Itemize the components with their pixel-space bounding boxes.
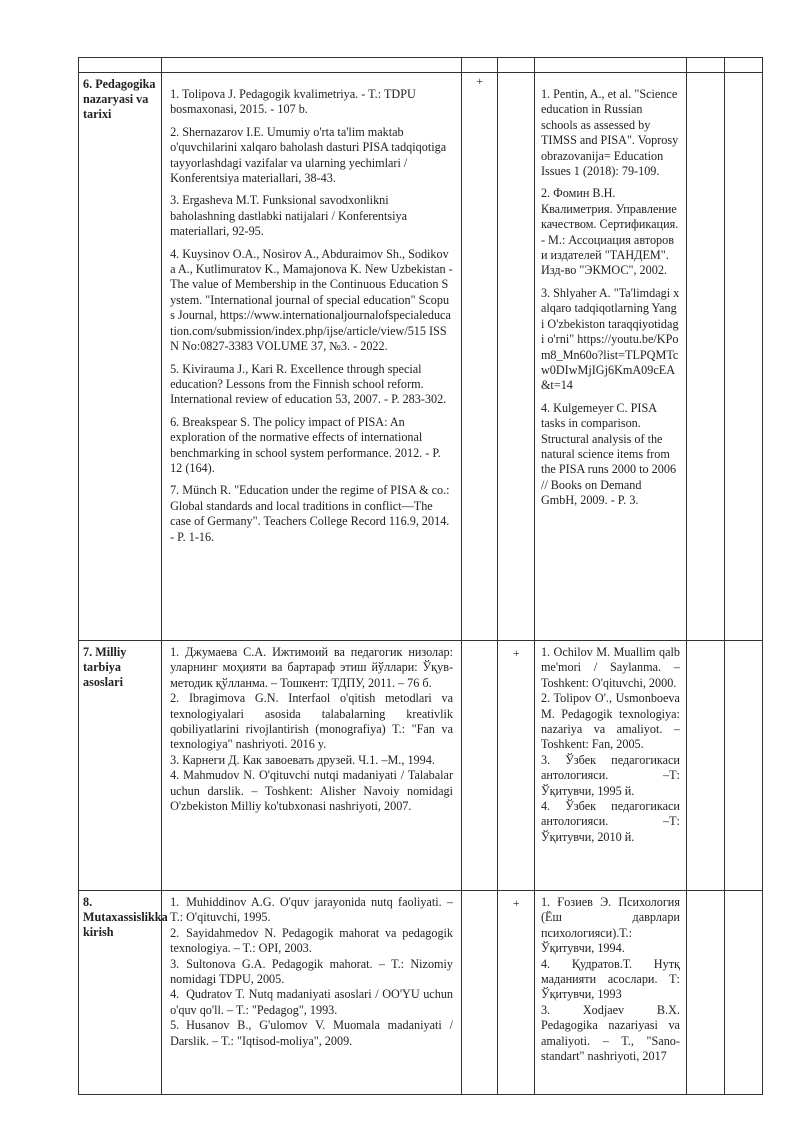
reference-item: 2. Shernazarov I.E. Umumiy o'rta ta'lim maktab o'quvchilarini xalqaro baholash dasturi PISA tadqiqotiga tayyorlashdagi vazifalar va ularning yechimlari / Konferentsiya materiallari, 38-43.: [170, 124, 447, 186]
subject-cell: 8. Mutaxassislikka kirish: [79, 891, 162, 1095]
plus-mark: [462, 641, 498, 891]
reference-item: [170, 957, 453, 988]
reference-item: [170, 987, 453, 1018]
literature-table-page: [78, 57, 763, 1095]
reference-text: Qudratov T. Nutq madaniyati asoslari / OO'YU uchun o'quv qo'll. – T.: "Pedagog", 1993.: [170, 987, 454, 1017]
header-cell: [162, 58, 462, 73]
additional-literature-cell: [534, 73, 686, 641]
reference-item: 4. Mahmudov N. O'qituvchi nutqi madaniyati / Talabalar uchun darslik. – Toshkent: Alisher Navoiy nomidagi O'zbekiston Milliy ko'tubxonasi nashriyoti, 2007.: [170, 768, 454, 814]
subject-cell: 7. Milliy tarbiya asoslari: [79, 641, 162, 891]
reference-item: 4. Kulgemeyer C. PISA tasks in comparison. Structural analysis of the natural science items from the PISA runs 2000 to 2006 // Books on Demand GmbH, 2009. - P. 3.: [540, 400, 677, 508]
plus-mark: [462, 891, 498, 1095]
table-row: [79, 73, 763, 641]
reference-item: 6. Breakspear S. The policy impact of PISA: An exploration of the normative effects of international benchmarking in school system performance. 2012. - P. 12 (164).: [170, 414, 441, 475]
reference-item: 1. Ғозиев Э. Психология (Ёш даврлари психологияси).Т.: Ўқитувчи, 1994.: [540, 895, 680, 956]
empty-cell: [686, 73, 725, 641]
empty-cell: [725, 641, 763, 891]
additional-literature-cell: [534, 891, 686, 1095]
reference-text: Husanov B., G'ulomov V. Muomala madaniyati / Darslik. – T.: "Iqtisod-moliya", 2009.: [170, 1018, 454, 1048]
reference-item: 3. Ergasheva M.T. Funksional savodxonlikni baholashning dastlabki natijalari / Konferentsiya materiallari, 92-95.: [170, 193, 407, 239]
reference-item: 2. Tolipov O'., Usmonboeva M. Pedagogik texnologiya: nazariya va amaliyot. – Toshkent: Fan, 2005.: [540, 691, 680, 752]
list-number: 5.: [170, 1018, 180, 1033]
header-cell: [686, 58, 725, 73]
table-header-row: [79, 58, 763, 73]
empty-cell: [725, 73, 763, 641]
reference-item: 4. Қудратов.Т. Нутқ маданияти асослари. Т: Ўқитувчи, 1993: [540, 956, 680, 1002]
reference-text: Sultonova G.A. Pedagogik mahorat. – T.: Nizomiy nomidagi TDPU, 2005.: [170, 956, 454, 987]
reference-item: 1. Джумаева С.А. Ижтимоий ва педагогик низолар: уларнинг моҳияти ва бартараф этиш йўллари: Ўқув-методик қўлланма. – Тошкент: ТДПУ, 2011. – 76 б.: [170, 645, 454, 690]
reference-item: [170, 926, 453, 957]
reference-item: 1. Ochilov M. Muallim qalb me'mori / Saylanma. – Toshkent: O'qituvchi, 2000.: [540, 645, 680, 690]
header-cell: [725, 58, 763, 73]
table-row: [79, 641, 763, 891]
list-number: 3.: [170, 956, 180, 971]
empty-cell: [686, 641, 725, 891]
main-literature-cell: [162, 73, 462, 641]
header-cell: [79, 58, 162, 73]
empty-cell: [725, 891, 763, 1095]
plus-mark: +: [462, 73, 498, 641]
main-literature-cell: [162, 641, 462, 891]
reference-item: 4. Ўзбек педагогикаси антологияси. –Т: Ўқитувчи, 2010 й.: [540, 799, 680, 844]
plus-mark: +: [498, 891, 534, 1095]
subject-cell: 6. Pedagogika nazaryasi va tarixi: [79, 73, 162, 641]
plus-mark: [498, 73, 534, 641]
reference-item: 3. Ўзбек педагогикаси антологияси. –Т: Ўқитувчи, 1995 й.: [540, 752, 680, 798]
literature-table: [78, 57, 763, 1095]
reference-item: 5. Kivirauma J., Kari R. Excellence through special education? Lessons from the Finnish school reform. International review of education 53, 2007. - P. 283-302.: [170, 361, 447, 407]
reference-text: Sayidahmedov N. Pedagogik mahorat va pedagogik texnologiya. – T.: OPI, 2003.: [170, 925, 454, 956]
empty-cell: [686, 891, 725, 1095]
reference-item: 1. Tolipova J. Pedagogik kvalimetriya. - T.: TDPU bosmaxonasi, 2015. - 107 b.: [170, 87, 416, 117]
header-cell: [498, 58, 534, 73]
reference-item: 3. Карнеги Д. Как завоевать друзей. Ч.1. –М., 1994.: [170, 752, 435, 767]
table-row: [79, 891, 763, 1095]
reference-item: 2. Ibragimova G.N. Interfaol o'qitish metodlari va texnologiyalari asosida talabalarning kreativlik qobiliyatlarini rivojlantirish (monografiya) T.: "Fan va texnologiya" nashriyoti. 2016 y.: [170, 691, 454, 752]
plus-mark: +: [498, 641, 534, 891]
list-number: 2.: [170, 925, 180, 940]
reference-item: 2. Фомин В.Н. Квалиметрия. Управление качеством. Сертификация. - М.: Ассоциация авторов и издателей "ТАНДЕМ". Изд-во "ЭКМОС", 2002.: [540, 186, 679, 278]
reference-item: 1. Pentin, A., et al. "Science education in Russian schools as assessed by TIMSS and PISA". Voprosy obrazovanija= Education Issues 1 (2018): 79-109.: [540, 87, 679, 179]
additional-literature-cell: [534, 641, 686, 891]
reference-text: Muhiddinov A.G. O'quv jarayonida nutq faoliyati. – T.: O'qituvchi, 1995.: [170, 895, 454, 925]
reference-item: 3. Xodjaev B.X. Pedagogika nazariyasi va amaliyoti. – T., "Sano-standart" nashriyoti, 2017: [540, 1002, 680, 1064]
header-cell: [534, 58, 686, 73]
header-cell: [462, 58, 498, 73]
main-literature-cell: [162, 891, 462, 1095]
reference-item: [170, 1018, 453, 1049]
list-number: 1.: [170, 895, 180, 909]
reference-item: 7. Münch R. "Education under the regime of PISA & co.: Global standards and local traditions in conflict—The case of Germany". Teachers College Record 116.9, 2014. - P. 1-16.: [170, 483, 450, 544]
reference-item: 3. Shlyaher A. "Ta'limdagi xalqaro tadqiqotlarning Yangi O'zbekiston taraqqiyotidagi o'rni" https://youtu.be/KPom8_Mn60o?list=TLPQMTcw0DIwMjIGj6KmA09cEA&t=14: [540, 285, 680, 393]
reference-item: 4. Kuysinov O.A., Nosirov A., Abduraimov Sh., Sodikova A., Kutlimuratov K., Mamajonova K. New Uzbekistan - The value of Membership in the Continuous Education System. "International journal of special education" Scopus Journal, https://www.internationaljournalofspecialeducation.com/submission/index.php/ijse/article/view/515 ISSN No:0827-3383 VOLUME 37, №3. - 2022.: [170, 246, 453, 354]
list-number: 4.: [170, 987, 180, 1002]
reference-item: [170, 895, 453, 926]
